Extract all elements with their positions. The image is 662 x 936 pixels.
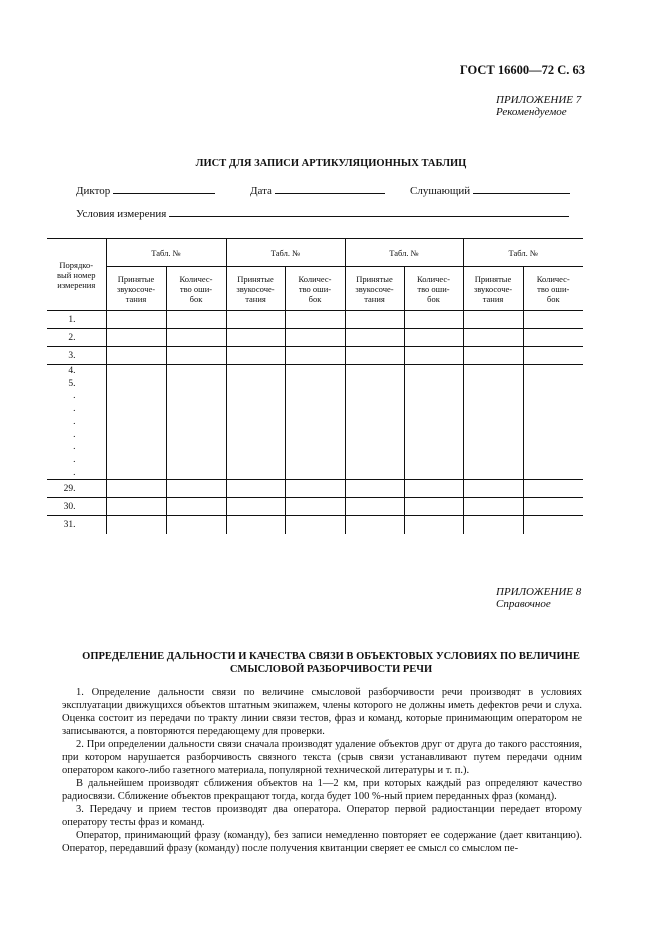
table-row — [47, 329, 583, 347]
accepted-sounds-header: Принятые звукосоче- тания — [345, 267, 404, 311]
section-body — [62, 686, 582, 855]
table-group-header: Табл. № — [345, 239, 463, 267]
conditions-line — [169, 206, 569, 217]
table-row — [47, 498, 583, 516]
row-number: 30. — [47, 498, 106, 516]
row-number: 29. — [47, 480, 106, 498]
table-group-header: Табл. № — [106, 239, 226, 267]
accepted-sounds-header: Принятые звукосоче- тания — [226, 267, 285, 311]
measurement-number-header: Порядко- вый номер измерения — [47, 239, 106, 311]
row-number: 2. — [47, 329, 106, 347]
accepted-sounds-header: Принятые звукосоче- тания — [106, 267, 166, 311]
appendix-8-block — [496, 586, 581, 610]
table-group-header: Табл. № — [226, 239, 345, 267]
date-label: Дата — [250, 185, 272, 197]
table-row — [47, 516, 583, 534]
error-count-header: Количес- тво оши- бок — [404, 267, 463, 311]
appendix-7-label: ПРИЛОЖЕНИЕ 7 — [496, 94, 582, 106]
row-number: 31. — [47, 516, 106, 534]
paragraph: 2. При определении дальности связи сначала производят удаление объектов друг от друга до такого расстояния, при котором нарушается разборчивость связного текста (срыв связи устанавливают путем передачи одним оператором какого-либо газетного материала, популярной технической литературы и т. п.). — [62, 739, 582, 776]
conditions-label: Условия измерения — [76, 208, 167, 220]
appendix-7-block — [496, 94, 581, 118]
paragraph: Оператор, принимающий фразу (команду), без записи немедленно повторяет ее содержание (дает квитанцию). Оператор, передавший фразу (команду) после получения квитанции сверяет ее смысл со смыслом пе- — [62, 830, 582, 854]
listener-field — [410, 183, 570, 197]
row-number-range: 4. 5. . . . . . . . — [47, 365, 106, 480]
error-count-header: Количес- тво оши- бок — [285, 267, 345, 311]
error-count-header: Количес- тво оши- бок — [166, 267, 226, 311]
row-number: 1. — [47, 311, 106, 329]
paragraph: В дальнейшем производят сближения объектов на 1—2 км, при которых каждый раз определяют качество радиосвязи. Сближение объектов прекращают тогда, когда будет 100 %-ный прием переданных фраз (команд). — [62, 778, 582, 802]
table-row — [47, 347, 583, 365]
row-number: 3. — [47, 347, 106, 365]
speaker-field — [76, 183, 215, 197]
table-row — [47, 311, 583, 329]
appendix-8-label: ПРИЛОЖЕНИЕ 8 — [496, 586, 582, 598]
table-row — [47, 480, 583, 498]
speaker-label: Диктор — [76, 185, 111, 197]
speaker-line — [113, 183, 215, 194]
table-group-header: Табл. № — [463, 239, 583, 267]
date-line — [275, 183, 385, 194]
appendix-7-status: Рекомендуемое — [496, 106, 567, 118]
section-title: ОПРЕДЕЛЕНИЕ ДАЛЬНОСТИ И КАЧЕСТВА СВЯЗИ В ОБЪЕКТОВЫХ УСЛОВИЯХ ПО ВЕЛИЧИНЕ СМЫСЛОВОЙ РАЗБОРЧИВОСТИ РЕЧИ — [82, 651, 580, 675]
paragraph: 3. Передачу и прием тестов производят два оператора. Оператор первой радиостанции передает второму оператору тесты фраз и команд. — [62, 804, 582, 828]
appendix-8-status: Справочное — [496, 598, 551, 610]
error-count-header: Количес- тво оши- бок — [523, 267, 583, 311]
page-header: ГОСТ 16600—72 С. 63 — [459, 63, 585, 77]
listener-line — [473, 183, 570, 194]
date-field — [250, 183, 385, 197]
table-row — [47, 365, 583, 480]
articulation-table — [47, 238, 583, 534]
sheet-title: ЛИСТ ДЛЯ ЗАПИСИ АРТИКУЛЯЦИОННЫХ ТАБЛИЦ — [195, 158, 467, 169]
conditions-field — [76, 206, 569, 220]
accepted-sounds-header: Принятые звукосоче- тания — [463, 267, 523, 311]
paragraph: 1. Определение дальности связи по величине смысловой разборчивости речи производят в условиях эксплуатации движущихся объектов штатным экипажем, члены которого не должны иметь дефектов речи и слуха. Оценка состоит из передачи по тракту линии связи тестов, фраз и команд, которые принимающим оператором не записываются, а повторяются передающему для проверки. — [62, 687, 582, 737]
listener-label: Слушающий — [410, 185, 471, 197]
